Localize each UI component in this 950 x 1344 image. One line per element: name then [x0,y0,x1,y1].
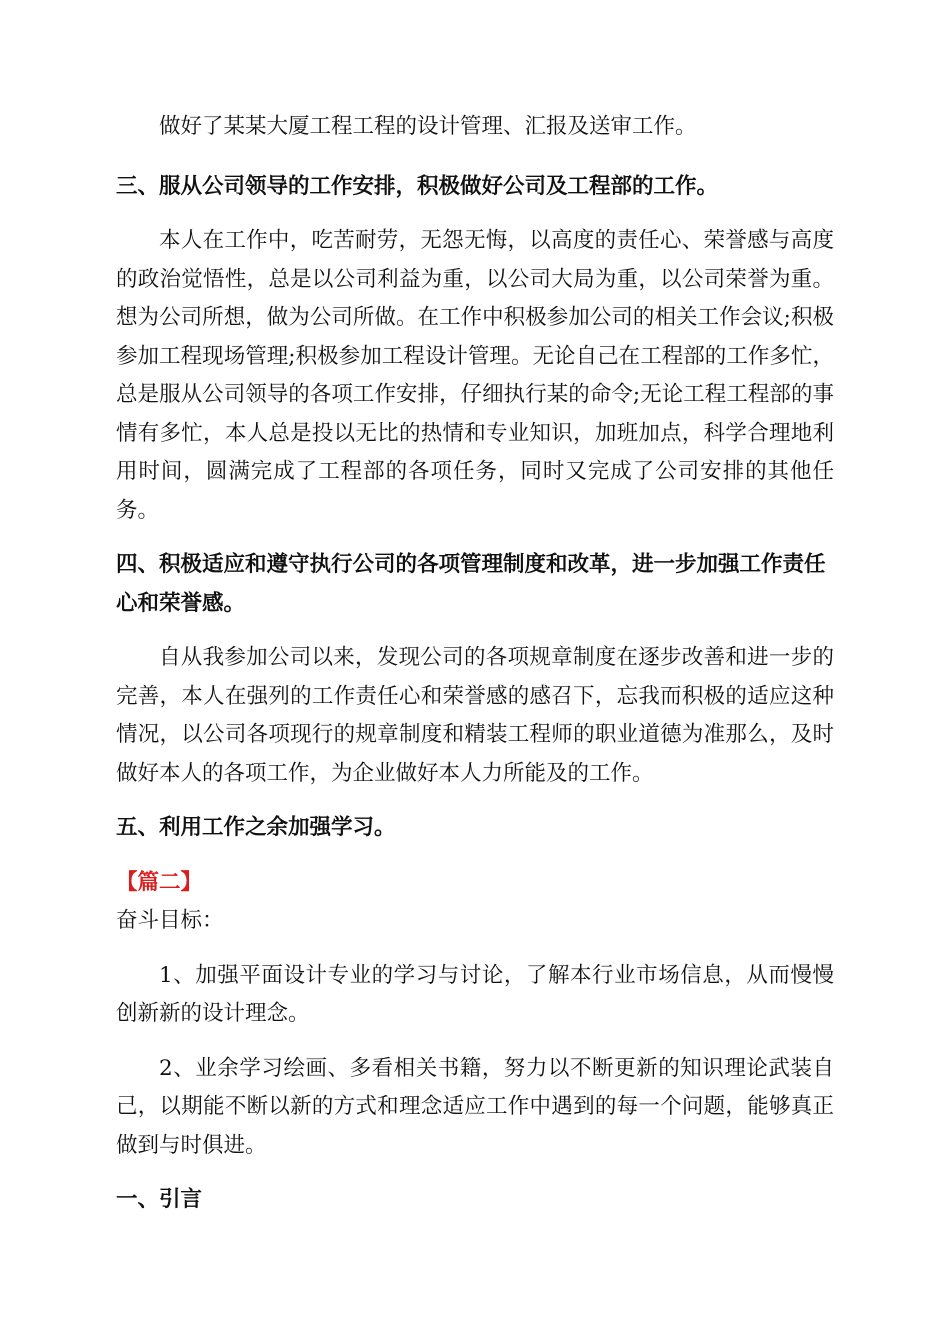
heading-section-4: 四、积极适应和遵守执行公司的各项管理制度和改革，进一步加强工作责任心和荣誉感。 [116,552,826,616]
goals-label: 奋斗目标： [116,908,224,933]
paragraph-company-rules: 自从我参加公司以来，发现公司的各项规章制度在逐步改善和进一步的完善，本人在强列的工作责任心和荣誉感的感召下，忘我而积极的适应这种情况，以公司各项现行的规章制度和精装工程师的职业道德为准那么，及时做好本人的各项工作，为企业做好本人力所能及的工作。 [116,645,834,786]
heading-section-5: 五、利用工作之余加强学习。 [116,815,396,840]
paragraph-design-management: 做好了某某大厦工程工程的设计管理、汇报及送审工作。 [159,114,697,139]
heading-section-3: 三、服从公司领导的工作安排，积极做好公司及工程部的工作。 [116,173,719,199]
paragraph-work-attitude: 本人在工作中，吃苦耐劳，无怨无悔，以高度的责任心、荣誉感与高度的政治觉悟性，总是以公司利益为重，以公司大局为重，以公司荣誉为重。想为公司所想，做为公司所做。在工作中积极参加公司的相关工作会议;积极参加工程现场管理;积极参加工程设计管理。无论自己在工程部的工作多忙，总是服从公司领导的各项工作安排，仔细执行某的命令;无论工程工程部的事情有多忙，本人总是投以无比的热情和专业知识，加班加点，科学合理地利用时间，圆满完成了工程部的各项任务，同时又完成了公司安排的其他任务。 [116,228,834,523]
goal-item-1: 1、加强平面设计专业的学习与讨论，了解本行业市场信息，从而慢慢创新新的设计理念。 [116,962,834,1026]
section-title-part-two: 【篇二】 [116,869,203,895]
heading-introduction: 一、引言 [116,1187,203,1212]
goal-item-2: 2、业余学习绘画、多看相关书籍，努力以不断更新的知识理论武装自己，以期能不断以新的方式和理念适应工作中遇到的每一个问题，能够真正做到与时俱进。 [116,1055,834,1158]
document-page [116,108,834,1220]
